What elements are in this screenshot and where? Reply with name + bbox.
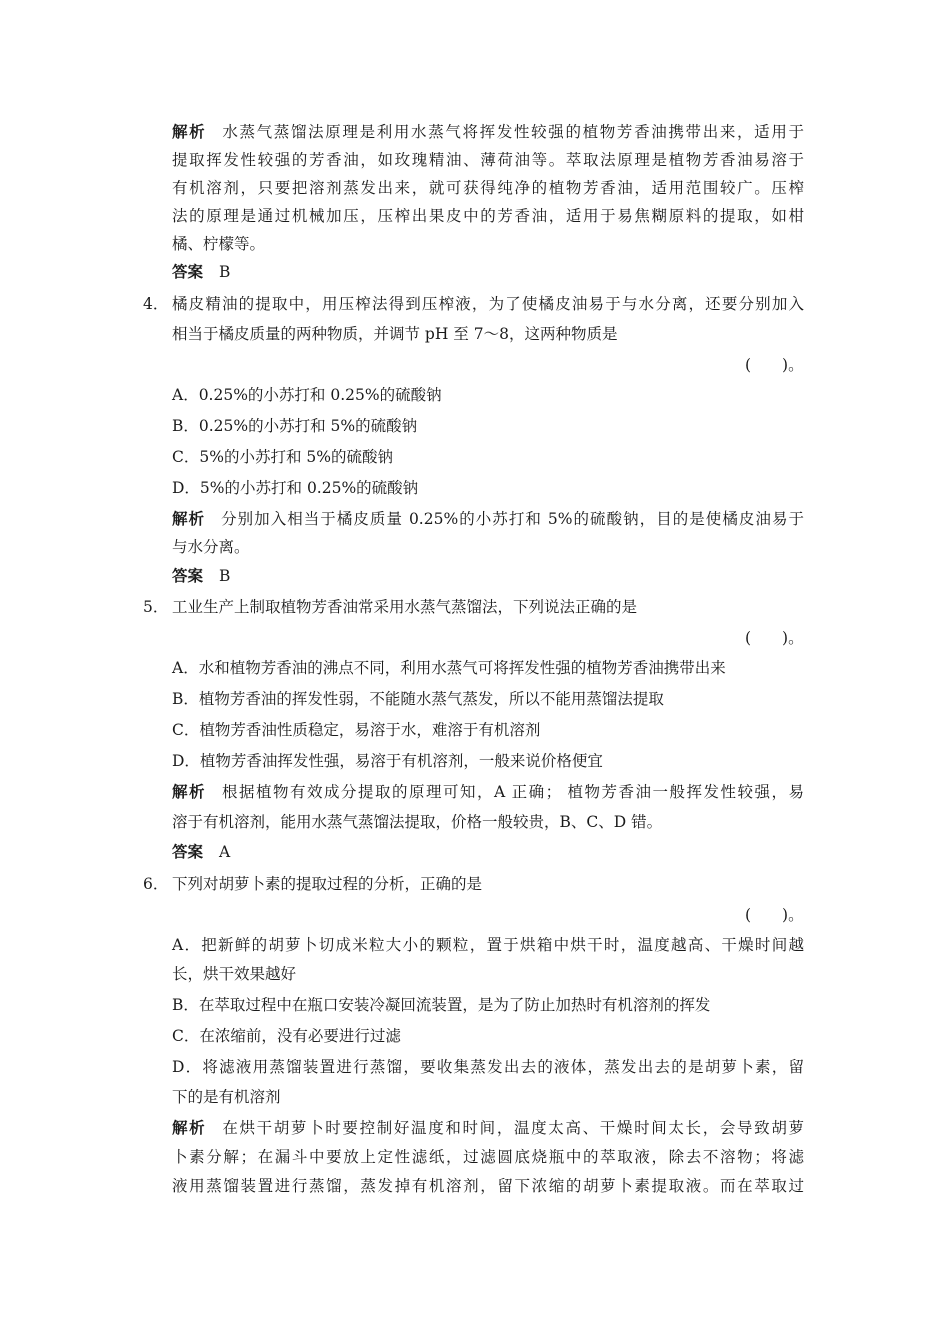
answer-tag: 答案 <box>172 842 204 861</box>
q3-analysis-line-1: 解析 水蒸气蒸馏法原理是利用水蒸气将挥发性较强的植物芳香油携带出来，适用于 <box>172 122 804 141</box>
answer-tag: 答案 <box>172 262 204 281</box>
q4-answer <box>172 566 230 586</box>
analysis-tag: 解析 <box>172 1118 207 1137</box>
q6-option-b: B．在萃取过程中在瓶口安装冷凝回流装置，是为了防止加热时有机溶剂的挥发 <box>172 996 711 1014</box>
q4-number: 4． <box>143 295 169 313</box>
q4-stem-line-1: 橘皮精油的提取中，用压榨法得到压榨液，为了使橘皮油易于与水分离，还要分别加入 <box>172 295 804 313</box>
q5-answer <box>172 842 230 862</box>
q5-analysis-line-1: 解析 根据植物有效成分提取的原理可知，A 正确； 植物芳香油一般挥发性较强，易 <box>172 782 804 801</box>
q3-answer <box>172 262 230 282</box>
q6-option-d-line-2: 下的是有机溶剂 <box>172 1088 281 1106</box>
q6-option-a-line-1: A．把新鲜的胡萝卜切成米粒大小的颗粒，置于烘箱中烘干时，温度越高、干燥时间越 <box>172 936 804 954</box>
q5-option-a: A．水和植物芳香油的沸点不同，利用水蒸气可将挥发性强的植物芳香油携带出来 <box>172 659 726 677</box>
q5-option-b: B．植物芳香油的挥发性弱，不能随水蒸气蒸发，所以不能用蒸馏法提取 <box>172 690 664 708</box>
q5-number: 5． <box>143 598 169 616</box>
q6-option-d-line-1: D．将滤液用蒸馏装置进行蒸馏，要收集蒸发出去的液体，蒸发出去的是胡萝卜素，留 <box>172 1058 804 1076</box>
q5-option-c: C．植物芳香油性质稳定，易溶于水，难溶于有机溶剂 <box>172 721 541 739</box>
q3-analysis-line-2: 提取挥发性较强的芳香油，如玫瑰精油、薄荷油等。萃取法原理是植物芳香油易溶于 <box>172 151 804 169</box>
q6-stem-line-1: 下列对胡萝卜素的提取过程的分析，正确的是 <box>172 875 483 893</box>
q3-analysis-line-4: 法的原理是通过机械加压，压榨出果皮中的芳香油，适用于易焦糊原料的提取，如柑 <box>172 207 804 225</box>
q4-option-d: D．5%的小苏打和 0.25%的硫酸钠 <box>172 479 419 497</box>
q5-option-d: D．植物芳香油挥发性强，易溶于有机溶剂，一般来说价格便宜 <box>172 752 603 770</box>
q6-analysis-line-3: 液用蒸馏装置进行蒸馏，蒸发掉有机溶剂，留下浓缩的胡萝卜素提取液。而在萃取过 <box>172 1177 804 1195</box>
q5-stem-line-1: 工业生产上制取植物芳香油常采用水蒸气蒸馏法，下列说法正确的是 <box>172 598 638 616</box>
q4-option-c: C．5%的小苏打和 5%的硫酸钠 <box>172 448 393 466</box>
q5-analysis-line-2: 溶于有机溶剂，能用水蒸气蒸馏法提取，价格一般较贵，B、C、D 错。 <box>172 813 663 831</box>
q4-stem-line-2: 相当于橘皮质量的两种物质，并调节 pH 至 7～8，这两种物质是 <box>172 325 618 343</box>
answer-value: B <box>219 567 231 585</box>
answer-value: A <box>219 843 231 861</box>
q6-option-a-line-2: 长，烘干效果越好 <box>172 965 297 983</box>
q4-option-a: A．0.25%的小苏打和 0.25%的硫酸钠 <box>172 386 442 404</box>
q6-number: 6． <box>143 875 169 893</box>
q4-analysis-line-1: 解析 分别加入相当于橘皮质量 0.25%的小苏打和 5%的硫酸钠，目的是使橘皮油易于 <box>172 509 804 528</box>
q5-answer-bracket: ( )。 <box>745 629 804 647</box>
analysis-tag: 解析 <box>172 122 207 141</box>
answer-value: B <box>219 263 231 281</box>
q6-option-c: C．在浓缩前，没有必要进行过滤 <box>172 1027 401 1045</box>
q6-analysis-line-1: 解析 在烘干胡萝卜时要控制好温度和时间，温度太高、干燥时间太长，会导致胡萝 <box>172 1118 804 1137</box>
analysis-tag: 解析 <box>172 782 206 801</box>
q3-analysis-line-3: 有机溶剂，只要把溶剂蒸发出来，就可获得纯净的植物芳香油，适用范围较广。压榨 <box>172 179 804 197</box>
answer-tag: 答案 <box>172 566 204 585</box>
q4-analysis-line-2: 与水分离。 <box>172 538 250 556</box>
q4-option-b: B．0.25%的小苏打和 5%的硫酸钠 <box>172 417 418 435</box>
q4-answer-bracket: ( )。 <box>745 356 804 374</box>
q6-answer-bracket: ( )。 <box>745 906 804 924</box>
q6-analysis-line-2: 卜素分解；在漏斗中要放上定性滤纸，过滤圆底烧瓶中的萃取液，除去不溶物；将滤 <box>172 1148 804 1166</box>
q3-analysis-line-5: 橘、柠檬等。 <box>172 235 266 253</box>
analysis-tag: 解析 <box>172 509 206 528</box>
